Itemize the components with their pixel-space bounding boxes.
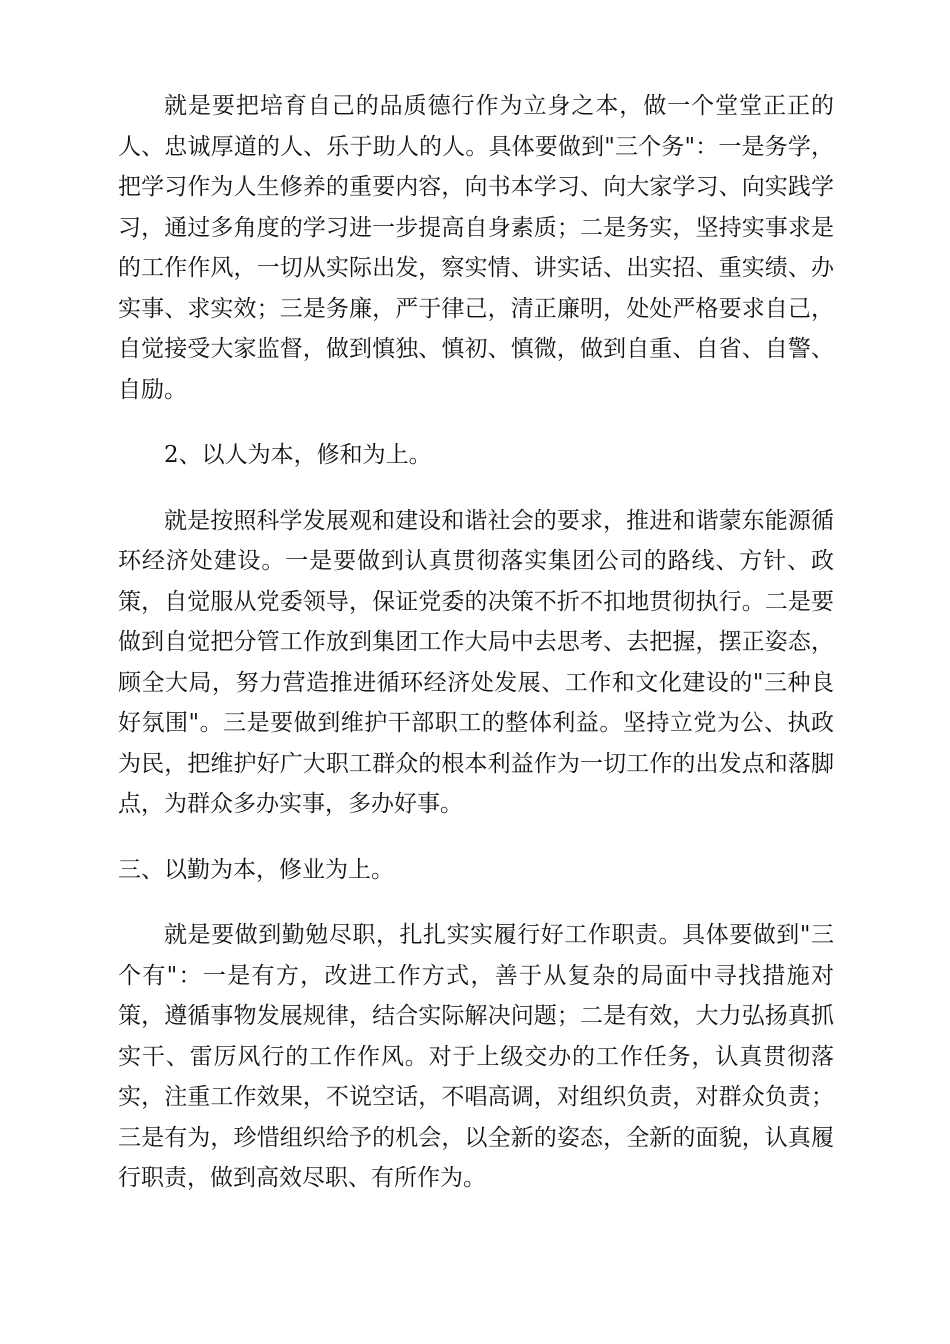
section-heading-people-oriented: 2、以人为本，修和为上。: [164, 442, 432, 468]
paragraph-harmonious-construction: 就是按照科学发展观和建设和谐社会的要求，推进和谐蒙东能源循环经济处建设。一是要做到认真贯彻落实集团公司的路线、方针、政策，自觉服从党委领导，保证党委的决策不折不扣地贯彻执行。二是要做到自觉把分管工作放到集团工作大局中去思考、去把握，摆正姿态，顾全大局，努力营造推进循环经济处发展、工作和文化建设的"三种良好氛围"。三是要做到维护干部职工的整体利益。坚持立党为公、执政为民，把维护好广大职工群众的根本利益作为一切工作的出发点和落脚点，为群众多办实事，多办好事。: [118, 507, 834, 817]
paragraph-cultivate-character: 就是要把培育自己的品质德行作为立身之本，做一个堂堂正正的人、忠诚厚道的人、乐于助人的人。具体要做到"三个务"：一是务学，把学习作为人生修养的重要内容，向书本学习、向大家学习、向实践学习，通过多角度的学习进一步提高自身素质；二是务实，坚持实事求是的工作作风，一切从实际出发，察实情、讲实话、出实招、重实绩、办实事、求实效；三是务廉，严于律己，清正廉明，处处严格要求自己，自觉接受大家监督，做到慎独、慎初、慎微，做到自重、自省、自警、自励。: [118, 93, 834, 403]
section-heading-diligence: 三、以勤为本，修业为上。: [118, 856, 394, 883]
paragraph-diligent-duty: 就是要做到勤勉尽职，扎扎实实履行好工作职责。具体要做到"三个有"：一是有方，改进工作方式，善于从复杂的局面中寻找措施对策，遵循事物发展规律，结合实际解决问题；二是有效，大力弘扬真抓实干、雷厉风行的工作作风。对于上级交办的工作任务，认真贯彻落实，注重工作效果，不说空话，不唱高调，对组织负责，对群众负责；三是有为，珍惜组织给予的机会，以全新的姿态，全新的面貌，认真履行职责，做到高效尽职、有所作为。: [118, 922, 834, 1191]
document-page: [118, 86, 834, 1224]
